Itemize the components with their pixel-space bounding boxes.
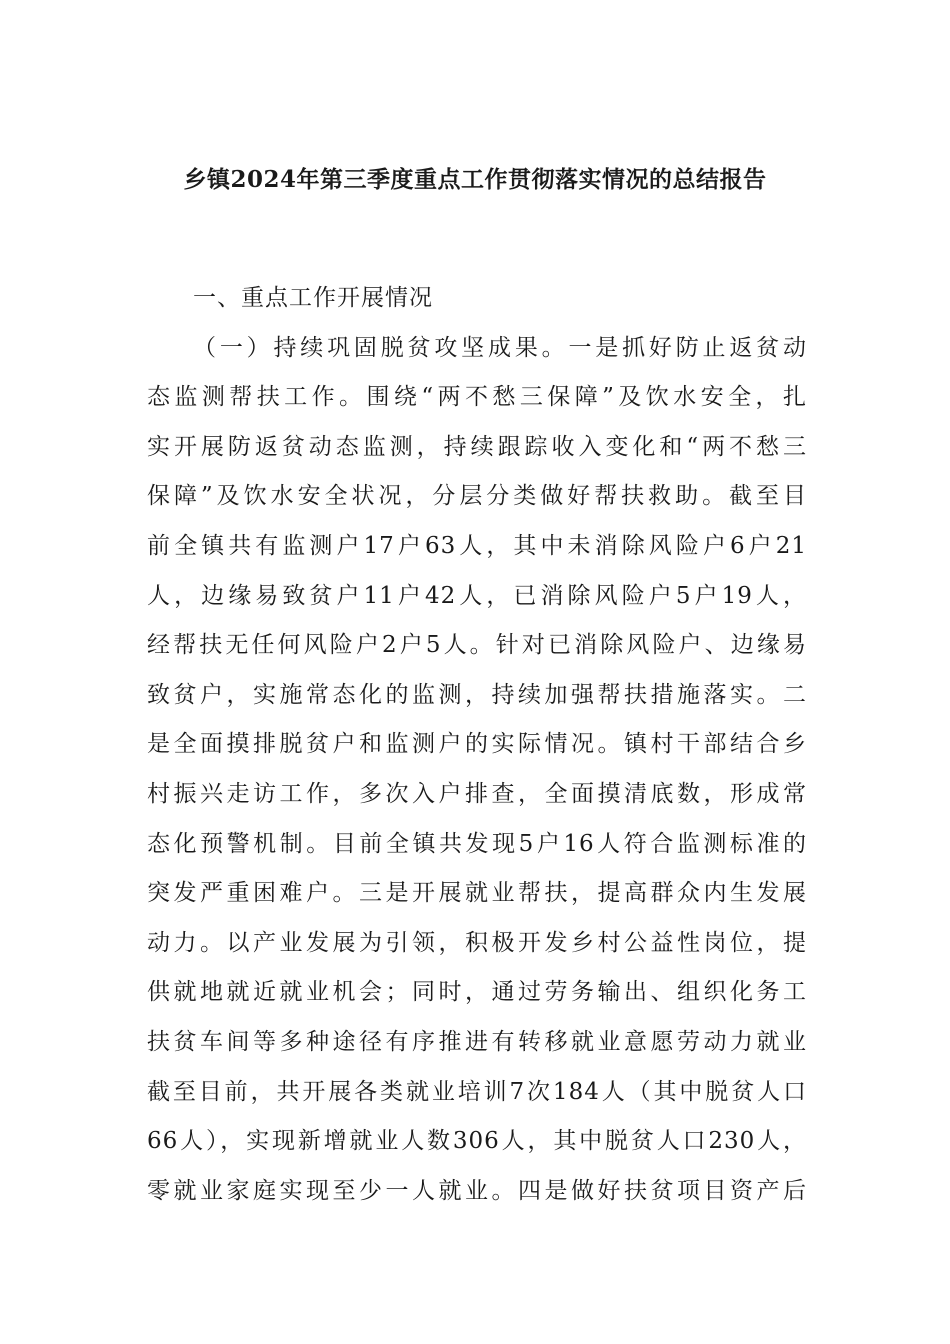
document-title: 乡镇2024年第三季度重点工作贯彻落实情况的总结报告 [183,166,767,193]
paragraph-line: 实开展防返贫动态监测，持续跟踪收入变化和“两不愁三 [147,433,807,460]
paragraph-line: 村振兴走访工作，多次入户排查，全面摸清底数，形成常 [147,780,807,807]
paragraph-line: 保障”及饮水安全状况，分层分类做好帮扶救助。截至目 [147,483,807,510]
document-body [147,274,807,1216]
paragraph-line: 态监测帮扶工作。围绕“两不愁三保障”及饮水安全，扎 [147,384,807,411]
paragraph-line: 经帮扶无任何风险户2户5人。针对已消除风险户、边缘易 [147,632,807,659]
paragraph-line: 扶贫车间等多种途径有序推进有转移就业意愿劳动力就业 [147,1028,807,1055]
paragraph-line: 人，边缘易致贫户11户42人，已消除风险户5户19人， [147,582,807,609]
paragraph-line: 致贫户，实施常态化的监测，持续加强帮扶措施落实。二 [147,681,807,708]
paragraph-line: 前全镇共有监测户17户63人，其中未消除风险户6户21 [147,532,807,559]
paragraph-line: （一）持续巩固脱贫攻坚成果。一是抓好防止返贫动 [193,334,807,361]
paragraph-line: 供就地就近就业机会；同时，通过劳务输出、组织化务工 [147,979,807,1006]
paragraph-line: 截至目前，共开展各类就业培训7次184人（其中脱贫人口 [147,1078,807,1105]
paragraph-line: 是全面摸排脱贫户和监测户的实际情况。镇村干部结合乡 [147,731,807,758]
paragraph-line: 态化预警机制。目前全镇共发现5户16人符合监测标准的 [147,830,807,857]
paragraph-line: 零就业家庭实现至少一人就业。四是做好扶贫项目资产后 [147,1177,807,1204]
paragraph-line: 突发严重困难户。三是开展就业帮扶，提高群众内生发展 [147,880,807,907]
section-heading: 一、重点工作开展情况 [193,285,433,311]
paragraph-line: 66人），实现新增就业人数306人，其中脱贫人口230人， [147,1128,807,1155]
paragraph-line: 动力。以产业发展为引领，积极开发乡村公益性岗位，提 [147,929,807,956]
